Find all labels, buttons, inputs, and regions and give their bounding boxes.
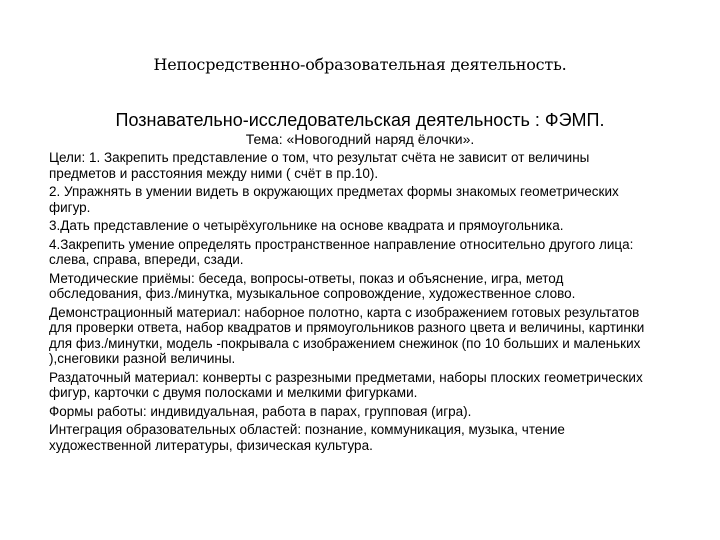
slide-body (49, 150, 649, 456)
slide-title: Непосредственно-образовательная деятельность. (153, 55, 567, 74)
goal-2-paragraph: 2. Упражнять в умении видеть в окружающих предметах формы знакомых геометрических фигур. (49, 184, 619, 215)
methods-paragraph: Методические приёмы: беседа, вопросы-ответы, показ и объяснение, игра, метод обследования, физ./минутка, музыкальное сопровождение, художественное слово. (49, 270, 576, 301)
slide-topic: Тема: «Новогодний наряд ёлочки». (245, 131, 475, 147)
handout-material-paragraph: Раздаточный материал: конверты с разрезными предметами, наборы плоских геометрических фигур, карточки с двумя полосками и мелкими фигурками. (49, 369, 643, 400)
goal-4-paragraph: 4.Закрепить умение определять пространственное направление относительно другого лица: слева, справа, впереди, сзади. (49, 236, 634, 267)
goal-3-paragraph: 3.Дать представление о четырёхугольнике на основе квадрата и прямоугольника. (49, 218, 564, 233)
goal-1-paragraph: Цели: 1. Закрепить представление о том, что результат счёта не зависит от величины предметов и расстояния между ними ( счёт в пр.10). (49, 150, 590, 181)
integration-paragraph: Интеграция образовательных областей: познание, коммуникация, музыка, чтение художественной литературы, физическая культура. (49, 422, 565, 453)
demo-material-paragraph: Демонстрационный материал: наборное полотно, карта с изображением готовых результатов для проверки ответа, набор квадратов и прямоугольников разного цвета и величины, картинки для физ./минутки, модель -покрывала с изображением снежинок (по 10 больших и маленьких ),снеговики разной величины. (49, 304, 645, 366)
slide-subtitle: Познавательно-исследовательская деятельность : ФЭМП. (115, 110, 605, 130)
work-forms-paragraph: Формы работы: индивидуальная, работа в парах, групповая (игра). (49, 403, 472, 419)
